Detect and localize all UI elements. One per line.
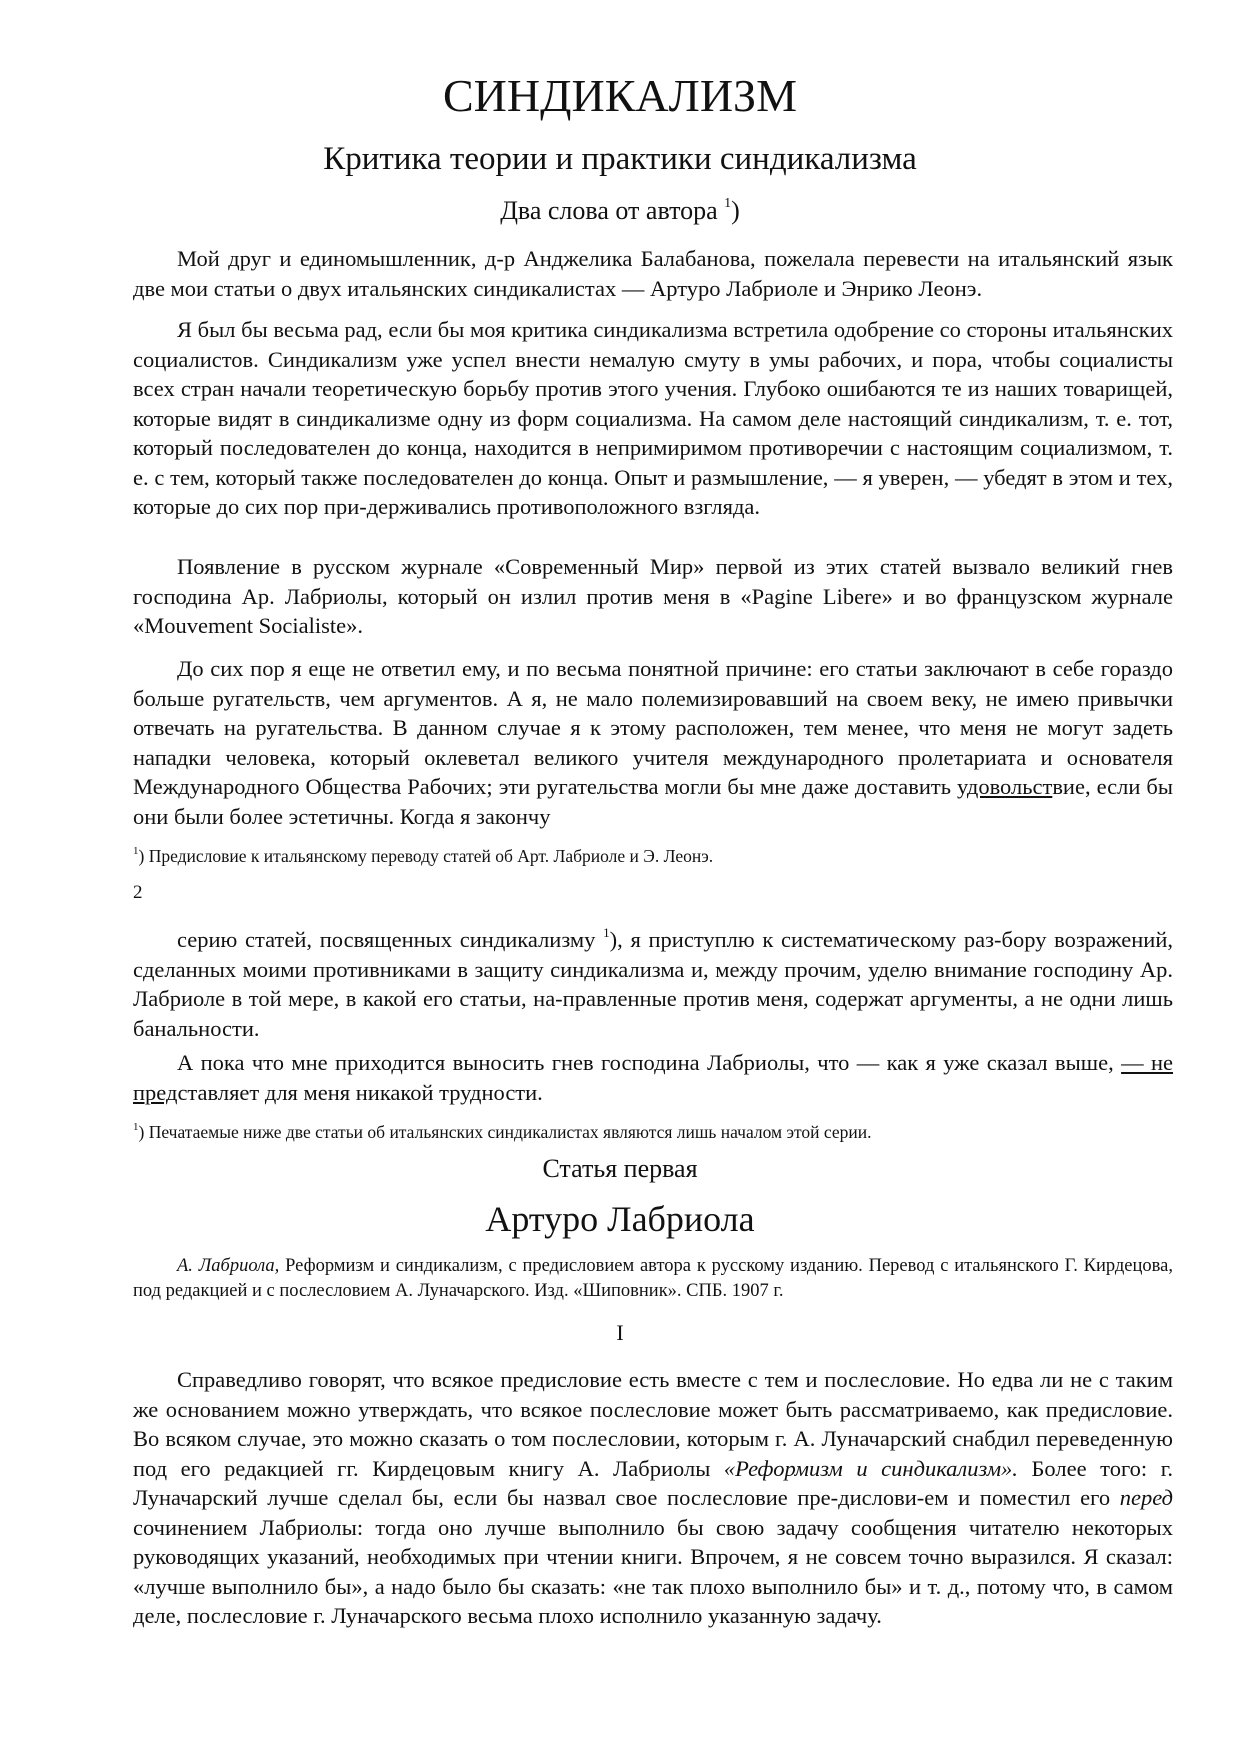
document-subtitle: Критика теории и практики синдикализма	[323, 141, 917, 177]
footnote-mark: 1	[724, 196, 732, 211]
paragraph-4-text-a: До сих пор я еще не ответил ему, и по весьма понятной причине: его статьи заключают в себе гораздо больше ругательств, чем аргументов. А я, не мало полемизировавший на своем веку, не имею привычки отвечать на ругательства. В данном случае я к этому расположен, тем менее, что меня не могут задеть нападки человека, который оклеветал великого учителя международного пролетариата и основателя Международного Общества Рабочих; эти ругательства могли бы мне даже доставить	[133, 656, 1173, 799]
footnote-2-mark: 1	[133, 1121, 139, 1133]
final-part-2: Более того: г. Луначарский лучше сделал бы, если бы назвал свое послесловие пре-дислови-ем и поместил его	[133, 1455, 1174, 1510]
paragraph-6-underlined: — не пред	[133, 1050, 1173, 1105]
epigraph-author: А. Лабриола,	[177, 1256, 280, 1276]
paragraph-5-text-a: серию статей, посвященных синдикализму	[177, 927, 604, 952]
paragraph-2: Я был бы весьма рад, если бы моя критика синдикализма встретила одобрение со стороны итальянских социалистов. Синдикализм уже успел внести немалую смуту в умы рабочих, и пора, чтобы социалисты всех стран начали теоретическую борьбу против этого учения. Глубоко ошибаются те из наших товарищей, которые видят в синдикализме одну из форм социализма. На самом деле настоящий синдикализм, т. е. тот, который последователен до конца, находится в непримиримом противоречии с настоящим социализмом, т. е. с тем, который также последователен до конца. Опыт и размышление, — я уверен, — убедят в этом и тех, которые до сих пор при-держивались противоположного взгляда.	[133, 317, 1173, 519]
epigraph	[133, 1254, 1173, 1304]
final-part-3: сочинением Лабриолы: тогда оно лучше выполнило бы свою задачу сообщения читателю некоторых руководящих указаний, необходимых при чтении книги. Впрочем, я не совсем точно выразился. Я сказал: «лучше выполнило бы», а надо было бы сказать: «не так плохо выполнило бы» и т. д., потому что, в самом деле, послесловие г. Луначарского весьма плохо исполнило указанную задачу.	[133, 1514, 1173, 1628]
article-title: Артуро Лабриола	[485, 1199, 755, 1239]
footnote-2	[133, 1116, 1173, 1143]
final-italic-2: перед	[1119, 1485, 1173, 1510]
paragraph-5-footnote-mark: 1	[603, 925, 610, 940]
paragraph-final	[133, 1365, 1173, 1631]
final-italic-1: «Реформизм и синдикализм».	[723, 1455, 1018, 1481]
article-label: Статья первая	[542, 1154, 698, 1183]
epigraph-text: Реформизм и синдикализм, с предисловием автора к русскому изданию. Перевод с итальянского Г. Кирдецова, под редакцией и с послесловием А. Луначарского. Изд. «Шиповник». СПБ. 1907 г.	[133, 1256, 1173, 1301]
paragraph-3: Появление в русском журнале «Современный Мир» первой из этих статей вызвало великий гнев господина Ар. Лабриолы, который он излил против меня в «Pagine Libere» и во французском журнале «Mouvement Socialiste».	[133, 554, 1173, 638]
paragraph-5-text-b: ), я приступлю к систематическому раз-бору возражений, сделанных моими противниками в защиту синдикализма и, между прочим, уделю внимание господину Ар. Лабриоле в той мере, в какой его статьи, на-правленные против меня, содержат аргументы, а не одни лишь банальности.	[133, 927, 1173, 1041]
footnote-1-mark: 1	[133, 845, 139, 857]
footnote-2-text: ) Печатаемые ниже две статьи об итальянских синдикалистах являются лишь началом этой серии.	[138, 1122, 872, 1142]
footnote-1-text: ) Предисловие к итальянскому переводу статей об Арт. Лабриоле и Э. Леонэ.	[138, 846, 714, 866]
author-note-heading-text: Два слова от автора	[500, 196, 718, 225]
paragraph-4-text-b: вие, если бы они были более эстетичны. Когда я закончу	[133, 774, 1173, 829]
paragraph-1: Мой друг и единомышленник, д-р Анджелика Балабанова, пожелала перевести на итальянский язык две мои статьи о двух итальянских синдикалистах — Артуро Лабриоле и Энрико Леонэ.	[133, 246, 1173, 301]
heading-paren: )	[731, 196, 740, 225]
paragraph-5	[133, 918, 1173, 1043]
paragraph-4	[133, 654, 1173, 831]
paragraph-6	[133, 1048, 1173, 1107]
paragraph-6-text-a: А пока что мне приходится выносить гнев господина Лабриолы, что — как я уже сказал выше,	[177, 1050, 1122, 1075]
footnote-1	[133, 840, 1173, 867]
section-number: I	[616, 1320, 624, 1345]
paragraph-6-text-b: ставляет для меня никакой трудности.	[177, 1079, 543, 1105]
final-part-1: Справедливо говорят, что всякое предисловие есть вместе с тем и послесловие. Но едва ли не с таким же основанием можно утверждать, что всякое послесловие может быть рассматриваемо, как предисловие. Во всяком случае, это можно сказать о том послесловии, которым г. А. Луначарский снабдил переведенную под его редакцией гг. Кирдецовым книгу А. Лабриолы	[133, 1367, 1173, 1481]
paragraph-4-underlined: удовольст	[957, 774, 1053, 799]
author-note-heading	[0, 195, 1240, 226]
document-title: СИНДИКАЛИЗМ	[443, 70, 797, 121]
page-number: 2	[133, 882, 143, 903]
